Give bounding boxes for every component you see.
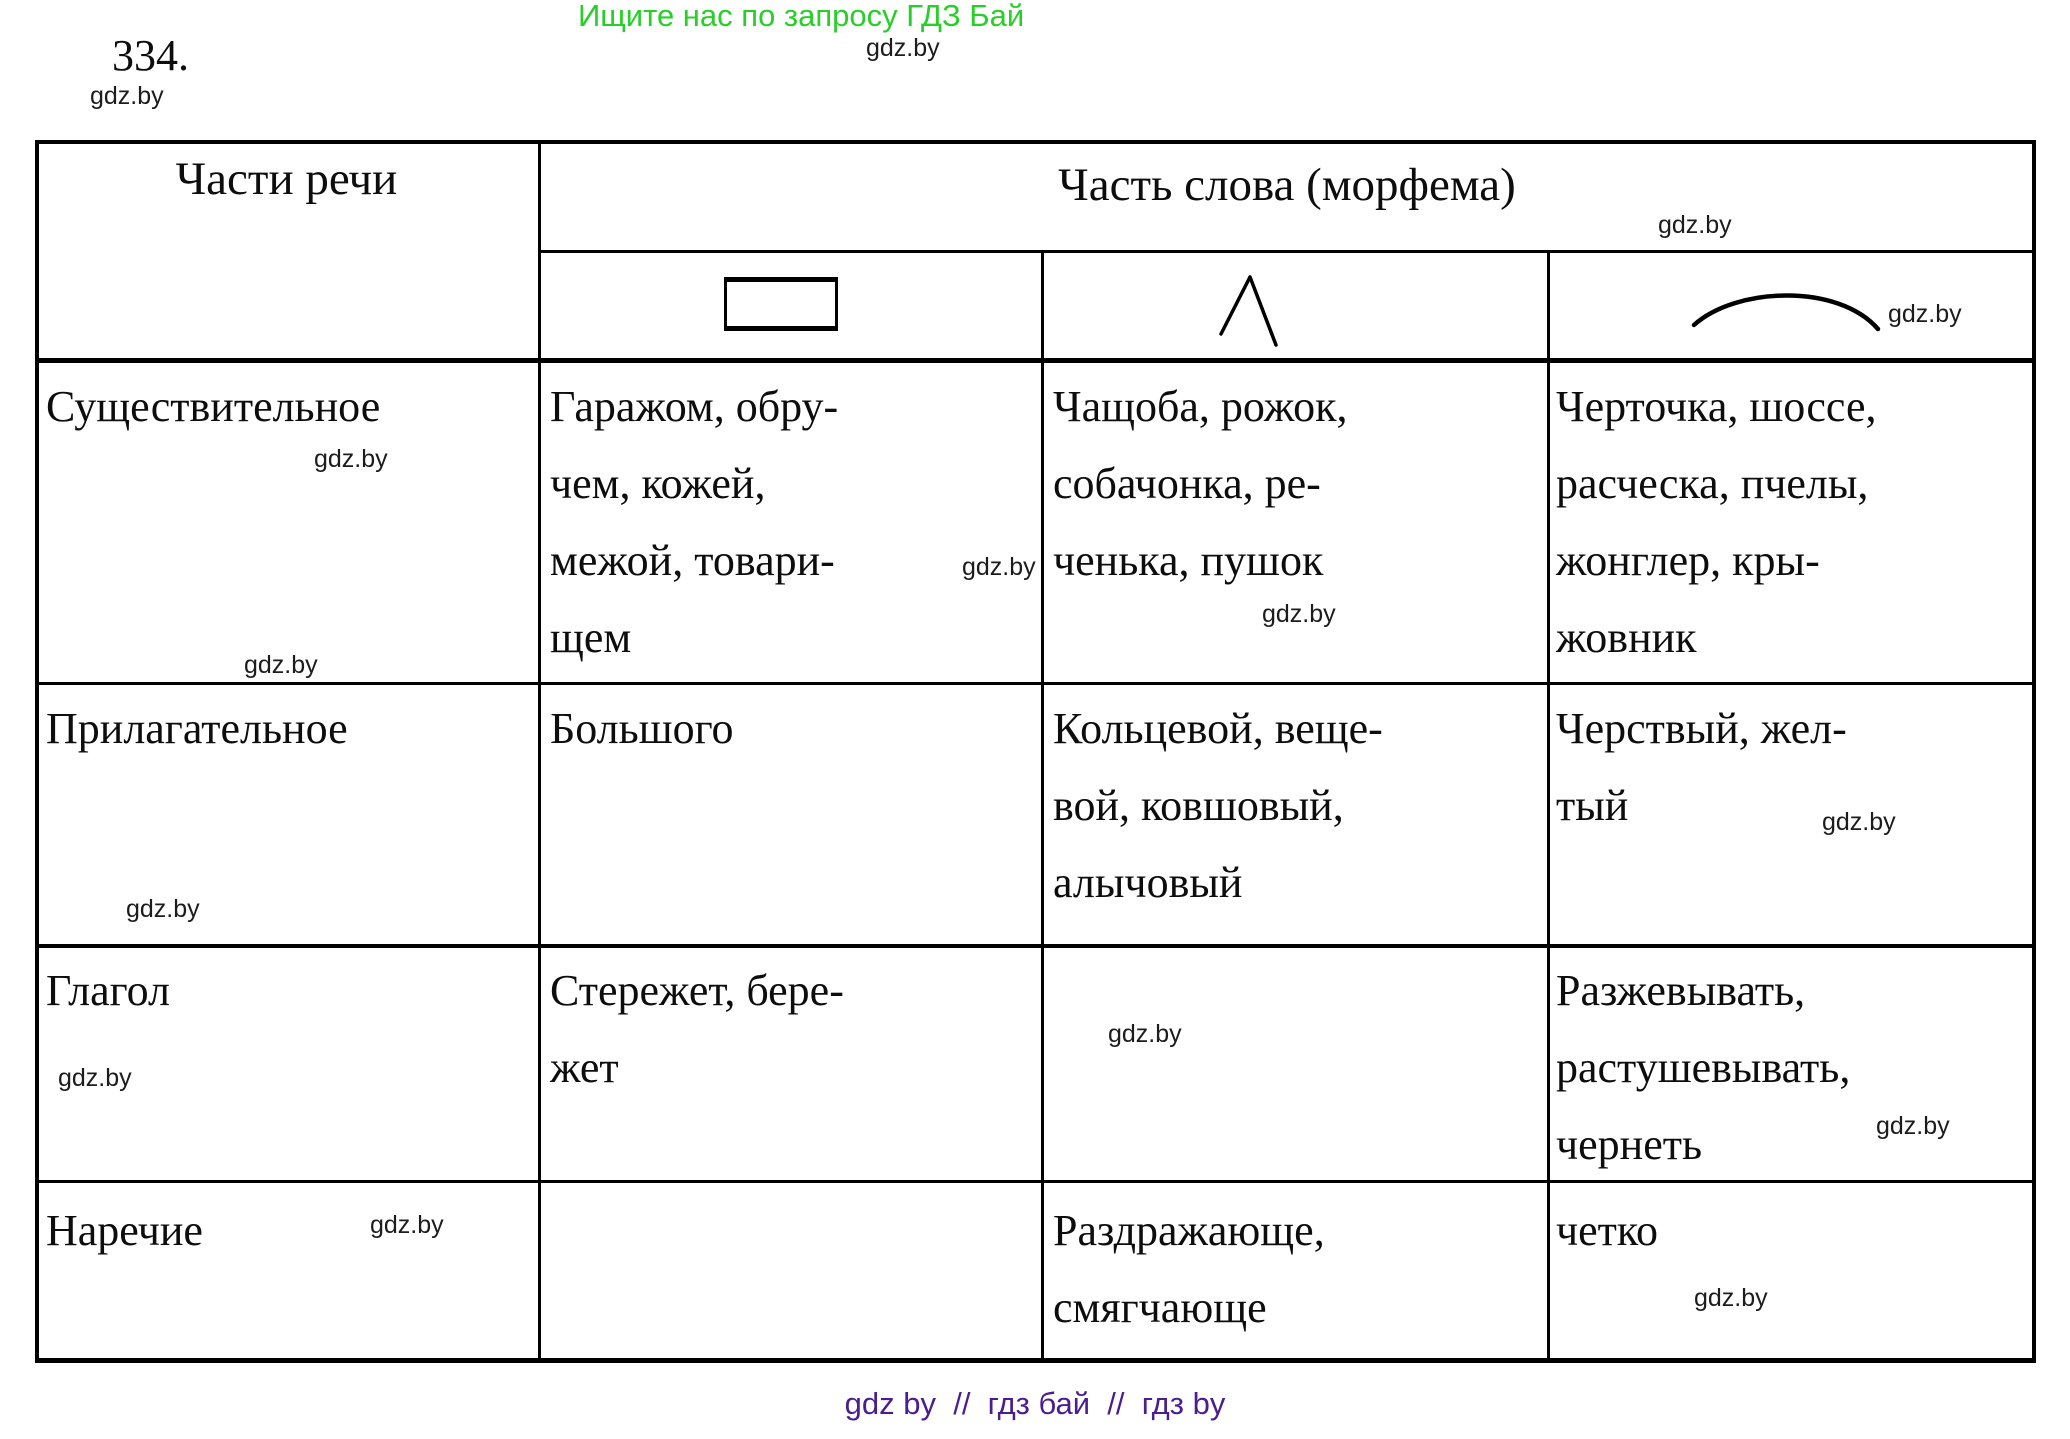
gdz-watermark: gdz.by [1108,1020,1182,1048]
gdz-watermark: gdz.by [1822,808,1896,836]
ending-examples-cell [550,690,734,767]
cell-line: Чащоба, рожок, [1053,382,1348,431]
cell-line: ченька, пушок [1053,536,1324,585]
gdz-watermark: gdz.by [90,82,164,110]
root-examples-cell [1556,368,1877,676]
gdz-watermark: gdz.by [126,895,200,923]
part-of-speech-label: Глагол [46,966,170,1015]
cell-line: Раздражающе, [1053,1206,1325,1255]
table-border-top [35,140,2036,144]
gdz-watermark: gdz.by [1262,600,1336,628]
row-separator [35,682,2036,685]
root-examples-cell [1556,1192,1658,1269]
table-border-bottom [35,1358,2036,1363]
part-of-speech-cell [46,368,380,445]
symbols-row-separator [35,358,2036,363]
suffix-examples-cell [1053,1192,1325,1346]
gdz-watermark: gdz.by [1876,1112,1950,1140]
part-of-speech-cell [46,952,170,1029]
gdz-watermark: gdz.by [866,34,940,62]
cell-line: Стережет, бере- [550,966,844,1015]
part-of-speech-label: Существительное [46,382,381,431]
ending-examples-cell [550,368,838,676]
cell-line: жовник [1556,613,1697,662]
cell-line: расческа, пчелы, [1556,459,1869,508]
part-of-speech-label: Прилагательное [46,704,348,753]
cell-line: четко [1556,1206,1659,1255]
cell-line: Черствый, жел- [1556,704,1847,753]
cell-line: Черточка, шоссе, [1556,382,1877,431]
cell-line: щем [550,613,632,662]
exercise-number: 334. [112,31,189,80]
cell-line: тый [1556,781,1629,830]
gdz-watermark: gdz.by [1658,211,1732,239]
suffix-examples-cell [1053,368,1348,599]
column-divider [1547,250,1550,1363]
part-of-speech-cell [46,1192,203,1269]
root-examples-cell [1556,952,1850,1183]
header-parts-of-speech: Части речи [175,153,398,205]
cell-line: смягчающе [1053,1283,1267,1332]
gdz-watermark: gdz.by [1888,300,1962,328]
cell-line: алычовый [1053,858,1243,907]
row-separator [35,944,2036,948]
gdz-watermark: gdz.by [1694,1284,1768,1312]
cell-line: Гаражом, обру- [550,382,839,431]
part-of-speech-cell [46,690,348,767]
table-border-left [35,140,39,1363]
column-divider [1041,250,1044,1363]
promo-banner-text: Ищите нас по запросу ГДЗ Бай [578,0,1025,33]
suffix-examples-cell [1053,690,1383,921]
cell-line: Кольцевой, веще- [1053,704,1383,753]
cell-line: чем, кожей, [550,459,766,508]
header-separator [538,250,2036,253]
root-arc-icon [1688,283,1892,333]
table-border-right [2032,140,2036,1363]
cell-line: жонглер, кры- [1556,536,1820,585]
gdz-watermark: gdz.by [58,1064,132,1092]
footer-search-queries: gdz by // гдз бай // гдз by [844,1386,1226,1421]
part-of-speech-label: Наречие [46,1206,203,1255]
root-examples-cell [1556,690,1847,844]
gdz-watermark: gdz.by [370,1211,444,1239]
ending-rectangle-icon [724,277,838,331]
header-word-part-morpheme: Часть слова (морфема) [1058,159,1516,211]
ending-examples-cell [550,952,844,1106]
cell-line: вой, ковшовый, [1053,781,1344,830]
column-divider [538,140,541,1363]
cell-line: межой, товари- [550,536,835,585]
gdz-watermark: gdz.by [314,445,388,473]
gdz-watermark: gdz.by [962,553,1036,581]
gdz-watermark: gdz.by [244,651,318,679]
cell-line: Большого [550,704,734,753]
cell-line: растушевывать, [1556,1043,1851,1092]
cell-line: собачонка, ре- [1053,459,1321,508]
cell-line: жет [550,1043,619,1092]
cell-line: Разжевывать, [1556,966,1806,1015]
cell-line: чернеть [1556,1120,1703,1169]
suffix-caret-icon [1208,272,1292,348]
